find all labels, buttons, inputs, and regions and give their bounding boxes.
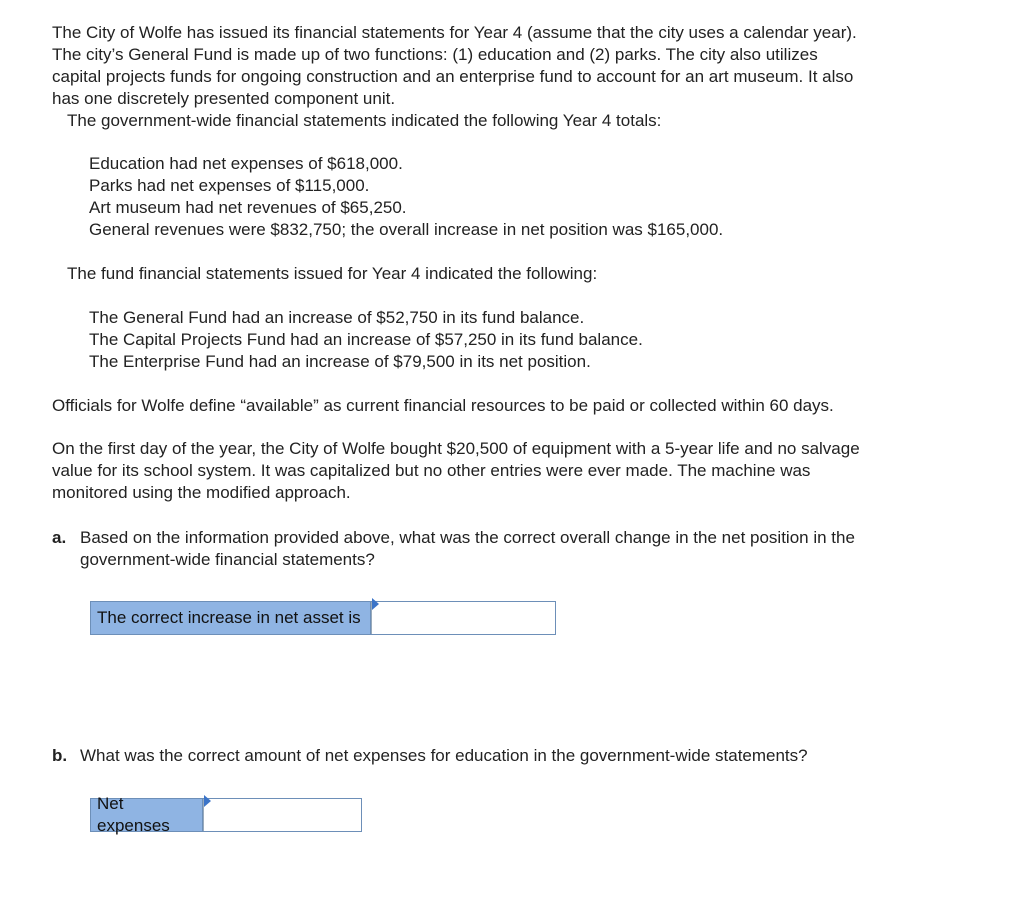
question-a-line: government-wide financial statements? <box>80 550 375 569</box>
question-a-line: Based on the information provided above, what was the correct overall change in the net position in the <box>80 528 855 547</box>
list-item: The General Fund had an increase of $52,750 in its fund balance. <box>89 308 585 327</box>
question-a-text <box>80 527 988 571</box>
answer-input-a[interactable] <box>372 602 555 634</box>
list-item: The Enterprise Fund had an increase of $79,500 in its net position. <box>89 352 591 371</box>
answer-field-a-wrap <box>371 602 555 634</box>
equipment-paragraph <box>52 438 988 504</box>
intro-paragraph <box>52 22 988 132</box>
question-a-letter: a. <box>52 528 67 547</box>
flag-icon <box>204 795 211 807</box>
list-item: Art museum had net revenues of $65,250. <box>89 198 407 217</box>
flag-icon <box>372 598 379 610</box>
answer-row-a <box>90 601 556 635</box>
list-item: Parks had net expenses of $115,000. <box>89 176 370 195</box>
equipment-line: value for its school system. It was capitalized but no other entries were ever made. The machine was <box>52 461 811 480</box>
list-item: The Capital Projects Fund had an increase of $57,250 in its fund balance. <box>89 330 643 349</box>
answer-input-b[interactable] <box>204 799 361 831</box>
fund-intro-text: The fund financial statements issued for Year 4 indicated the following: <box>67 264 598 283</box>
gov-wide-list <box>89 153 723 241</box>
fund-list <box>89 307 643 373</box>
equipment-line: On the first day of the year, the City of Wolfe bought $20,500 of equipment with a 5-year life and no salvage <box>52 439 860 458</box>
answer-row-b <box>90 794 362 835</box>
list-item: Education had net expenses of $618,000. <box>89 154 403 173</box>
intro-line: The City of Wolfe has issued its financial statements for Year 4 (assume that the city uses a calendar year). <box>52 23 857 42</box>
answer-field-b-wrap <box>203 799 361 831</box>
gov-wide-intro: The government-wide financial statements indicated the following Year 4 totals: <box>67 111 662 130</box>
question-a <box>52 527 988 571</box>
question-b <box>52 745 988 767</box>
list-item: General revenues were $832,750; the overall increase in net position was $165,000. <box>89 220 724 239</box>
available-definition <box>52 395 988 417</box>
fund-intro <box>52 263 988 285</box>
equipment-line: monitored using the modified approach. <box>52 483 351 502</box>
intro-line: has one discretely presented component unit. <box>52 89 396 108</box>
question-b-letter: b. <box>52 746 68 765</box>
question-b-text <box>80 745 988 767</box>
question-b-line: What was the correct amount of net expenses for education in the government-wide statements? <box>80 746 808 765</box>
answer-label-a: The correct increase in net asset is <box>91 602 371 634</box>
available-definition-text: Officials for Wolfe define “available” as current financial resources to be paid or collected within 60 days. <box>52 396 834 415</box>
intro-line: capital projects funds for ongoing construction and an enterprise fund to account for an art museum. It also <box>52 67 854 86</box>
answer-label-b: Net expenses <box>91 799 203 831</box>
intro-line: The city’s General Fund is made up of two functions: (1) education and (2) parks. The city also utilizes <box>52 45 818 64</box>
